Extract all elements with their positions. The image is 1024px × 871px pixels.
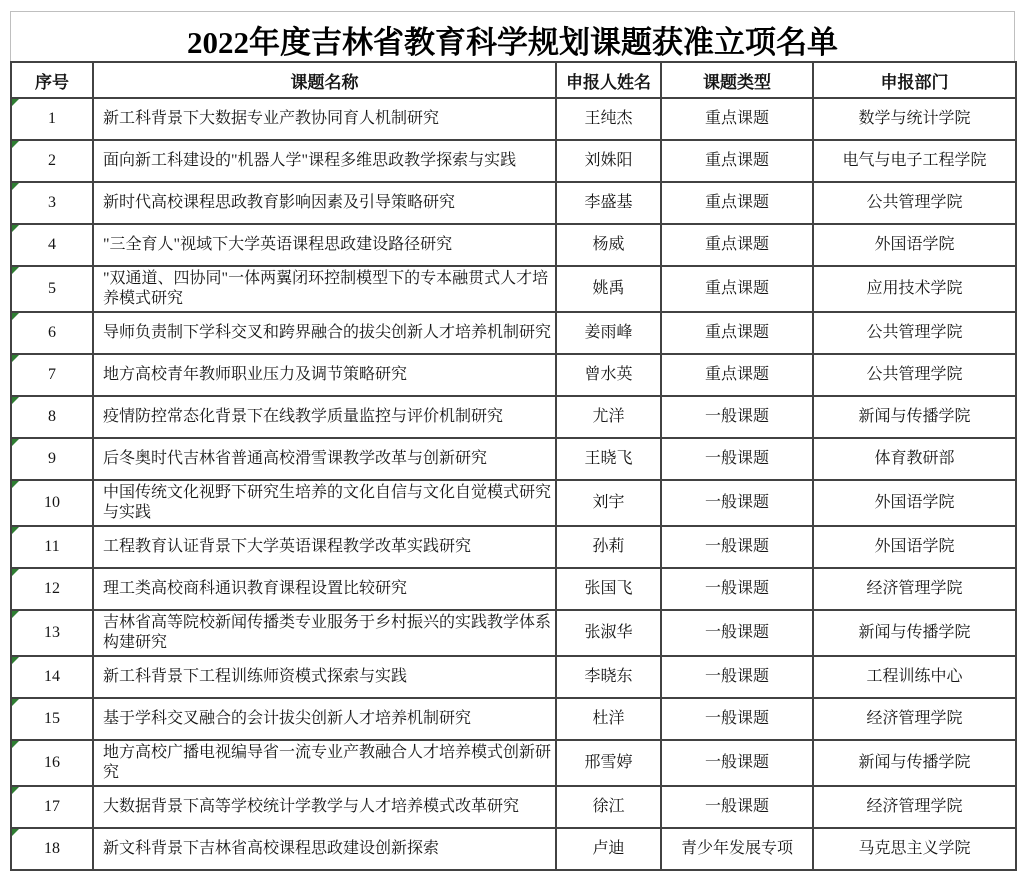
serial-number: 8 <box>48 408 56 425</box>
serial-number-cell <box>11 480 93 526</box>
table-row <box>11 698 1016 740</box>
department-cell: 新闻与传播学院 <box>813 396 1016 438</box>
department-cell: 应用技术学院 <box>813 266 1016 312</box>
project-type-cell: 一般课题 <box>661 786 813 828</box>
department-cell: 经济管理学院 <box>813 786 1016 828</box>
applicant-name-cell: 卢迪 <box>556 828 661 870</box>
serial-number-cell <box>11 354 93 396</box>
serial-number-cell <box>11 396 93 438</box>
project-type-cell: 重点课题 <box>661 224 813 266</box>
applicant-name-cell: 孙莉 <box>556 526 661 568</box>
applicant-name-cell: 刘姝阳 <box>556 140 661 182</box>
project-title-cell: 地方高校青年教师职业压力及调节策略研究 <box>93 354 556 396</box>
department-cell: 外国语学院 <box>813 480 1016 526</box>
table-row <box>11 354 1016 396</box>
column-header-title: 课题名称 <box>93 62 556 98</box>
cell-error-indicator-icon <box>12 355 19 362</box>
serial-number: 5 <box>48 280 56 297</box>
project-type-cell: 一般课题 <box>661 568 813 610</box>
serial-number: 11 <box>44 538 60 555</box>
project-title-cell: 面向新工科建设的"机器人学"课程多维思政教学探索与实践 <box>93 140 556 182</box>
department-cell: 外国语学院 <box>813 224 1016 266</box>
cell-error-indicator-icon <box>12 657 19 664</box>
cell-error-indicator-icon <box>12 225 19 232</box>
project-title-cell: 吉林省高等院校新闻传播类专业服务于乡村振兴的实践教学体系构建研究 <box>93 610 556 656</box>
table-row <box>11 526 1016 568</box>
project-title-cell: 新文科背景下吉林省高校课程思政建设创新探索 <box>93 828 556 870</box>
cell-error-indicator-icon <box>12 481 19 488</box>
project-type-cell: 重点课题 <box>661 266 813 312</box>
serial-number-cell <box>11 526 93 568</box>
department-cell: 工程训练中心 <box>813 656 1016 698</box>
spreadsheet-area <box>10 11 1015 871</box>
department-cell: 公共管理学院 <box>813 182 1016 224</box>
table-row <box>11 396 1016 438</box>
serial-number: 16 <box>44 754 60 771</box>
table-row <box>11 438 1016 480</box>
cell-error-indicator-icon <box>12 313 19 320</box>
project-title-cell: 地方高校广播电视编导省一流专业产教融合人才培养模式创新研究 <box>93 740 556 786</box>
table-row <box>11 182 1016 224</box>
project-type-cell: 一般课题 <box>661 526 813 568</box>
project-type-cell: 一般课题 <box>661 396 813 438</box>
applicant-name-cell: 王晓飞 <box>556 438 661 480</box>
department-cell: 公共管理学院 <box>813 312 1016 354</box>
project-type-cell: 青少年发展专项 <box>661 828 813 870</box>
cell-error-indicator-icon <box>12 183 19 190</box>
serial-number: 17 <box>44 798 60 815</box>
project-title-cell: "双通道、四协同"一体两翼闭环控制模型下的专本融贯式人才培养模式研究 <box>93 266 556 312</box>
serial-number: 1 <box>48 110 56 127</box>
project-title-cell: 理工类高校商科通识教育课程设置比较研究 <box>93 568 556 610</box>
serial-number: 12 <box>44 580 60 597</box>
serial-number: 3 <box>48 194 56 211</box>
column-header-type: 课题类型 <box>661 62 813 98</box>
cell-error-indicator-icon <box>12 741 19 748</box>
department-cell: 新闻与传播学院 <box>813 740 1016 786</box>
table-row <box>11 828 1016 870</box>
cell-error-indicator-icon <box>12 99 19 106</box>
serial-number: 4 <box>48 236 56 253</box>
table-row <box>11 480 1016 526</box>
document-title: 2022年度吉林省教育科学规划课题获准立项名单 <box>10 11 1015 61</box>
project-type-cell: 重点课题 <box>661 354 813 396</box>
serial-number-cell <box>11 610 93 656</box>
table-row <box>11 266 1016 312</box>
project-title-cell: 疫情防控常态化背景下在线教学质量监控与评价机制研究 <box>93 396 556 438</box>
serial-number-cell <box>11 182 93 224</box>
project-title-cell: 大数据背景下高等学校统计学教学与人才培养模式改革研究 <box>93 786 556 828</box>
project-title-cell: "三全育人"视域下大学英语课程思政建设路径研究 <box>93 224 556 266</box>
column-header-applicant: 申报人姓名 <box>556 62 661 98</box>
department-cell: 外国语学院 <box>813 526 1016 568</box>
serial-number: 6 <box>48 324 56 341</box>
department-cell: 新闻与传播学院 <box>813 610 1016 656</box>
cell-error-indicator-icon <box>12 527 19 534</box>
department-cell: 公共管理学院 <box>813 354 1016 396</box>
table-row <box>11 312 1016 354</box>
table-header <box>11 62 1016 98</box>
table-row <box>11 140 1016 182</box>
project-type-cell: 一般课题 <box>661 610 813 656</box>
department-cell: 数学与统计学院 <box>813 98 1016 140</box>
cell-error-indicator-icon <box>12 829 19 836</box>
serial-number-cell <box>11 656 93 698</box>
serial-number-cell <box>11 224 93 266</box>
department-cell: 经济管理学院 <box>813 568 1016 610</box>
department-cell: 马克思主义学院 <box>813 828 1016 870</box>
project-title-cell: 导师负责制下学科交叉和跨界融合的拔尖创新人才培养机制研究 <box>93 312 556 354</box>
applicant-name-cell: 杜洋 <box>556 698 661 740</box>
applicant-name-cell: 杨威 <box>556 224 661 266</box>
serial-number-cell <box>11 698 93 740</box>
serial-number-cell <box>11 828 93 870</box>
table-row <box>11 568 1016 610</box>
serial-number-cell <box>11 438 93 480</box>
project-type-cell: 一般课题 <box>661 656 813 698</box>
applicant-name-cell: 王纯杰 <box>556 98 661 140</box>
header-row <box>11 62 1016 98</box>
column-header-department: 申报部门 <box>813 62 1016 98</box>
serial-number: 15 <box>44 710 60 727</box>
serial-number-cell <box>11 98 93 140</box>
project-title-cell: 新工科背景下工程训练师资模式探索与实践 <box>93 656 556 698</box>
project-type-cell: 重点课题 <box>661 312 813 354</box>
applicant-name-cell: 姚禹 <box>556 266 661 312</box>
table-row <box>11 98 1016 140</box>
cell-error-indicator-icon <box>12 267 19 274</box>
serial-number: 18 <box>44 840 60 857</box>
column-header-serial: 序号 <box>11 62 93 98</box>
department-cell: 电气与电子工程学院 <box>813 140 1016 182</box>
cell-error-indicator-icon <box>12 397 19 404</box>
project-title-cell: 工程教育认证背景下大学英语课程教学改革实践研究 <box>93 526 556 568</box>
project-type-cell: 重点课题 <box>661 140 813 182</box>
serial-number: 14 <box>44 668 60 685</box>
serial-number: 9 <box>48 450 56 467</box>
cell-error-indicator-icon <box>12 699 19 706</box>
table-row <box>11 786 1016 828</box>
applicant-name-cell: 邢雪婷 <box>556 740 661 786</box>
applicant-name-cell: 徐江 <box>556 786 661 828</box>
serial-number: 7 <box>48 366 56 383</box>
serial-number-cell <box>11 312 93 354</box>
applicant-name-cell: 刘宇 <box>556 480 661 526</box>
applicant-name-cell: 曾水英 <box>556 354 661 396</box>
project-type-cell: 一般课题 <box>661 438 813 480</box>
cell-error-indicator-icon <box>12 141 19 148</box>
project-title-cell: 后冬奥时代吉林省普通高校滑雪课教学改革与创新研究 <box>93 438 556 480</box>
table-body <box>11 98 1016 870</box>
project-title-cell: 新工科背景下大数据专业产教协同育人机制研究 <box>93 98 556 140</box>
table-row <box>11 740 1016 786</box>
cell-error-indicator-icon <box>12 439 19 446</box>
serial-number: 13 <box>44 624 60 641</box>
applicant-name-cell: 尤洋 <box>556 396 661 438</box>
applicant-name-cell: 李盛基 <box>556 182 661 224</box>
cell-error-indicator-icon <box>12 611 19 618</box>
department-cell: 经济管理学院 <box>813 698 1016 740</box>
project-type-cell: 一般课题 <box>661 740 813 786</box>
applicant-name-cell: 张国飞 <box>556 568 661 610</box>
project-title-cell: 基于学科交叉融合的会计拔尖创新人才培养机制研究 <box>93 698 556 740</box>
table-row <box>11 656 1016 698</box>
project-type-cell: 重点课题 <box>661 98 813 140</box>
project-type-cell: 一般课题 <box>661 480 813 526</box>
cell-error-indicator-icon <box>12 787 19 794</box>
project-type-cell: 一般课题 <box>661 698 813 740</box>
project-title-cell: 新时代高校课程思政教育影响因素及引导策略研究 <box>93 182 556 224</box>
serial-number-cell <box>11 568 93 610</box>
applicant-name-cell: 李晓东 <box>556 656 661 698</box>
projects-table <box>10 61 1017 871</box>
serial-number-cell <box>11 266 93 312</box>
serial-number-cell <box>11 786 93 828</box>
table-row <box>11 224 1016 266</box>
department-cell: 体育教研部 <box>813 438 1016 480</box>
project-title-cell: 中国传统文化视野下研究生培养的文化自信与文化自觉模式研究与实践 <box>93 480 556 526</box>
applicant-name-cell: 姜雨峰 <box>556 312 661 354</box>
applicant-name-cell: 张淑华 <box>556 610 661 656</box>
serial-number: 10 <box>44 494 60 511</box>
project-type-cell: 重点课题 <box>661 182 813 224</box>
serial-number-cell <box>11 740 93 786</box>
cell-error-indicator-icon <box>12 569 19 576</box>
serial-number: 2 <box>48 152 56 169</box>
serial-number-cell <box>11 140 93 182</box>
table-row <box>11 610 1016 656</box>
